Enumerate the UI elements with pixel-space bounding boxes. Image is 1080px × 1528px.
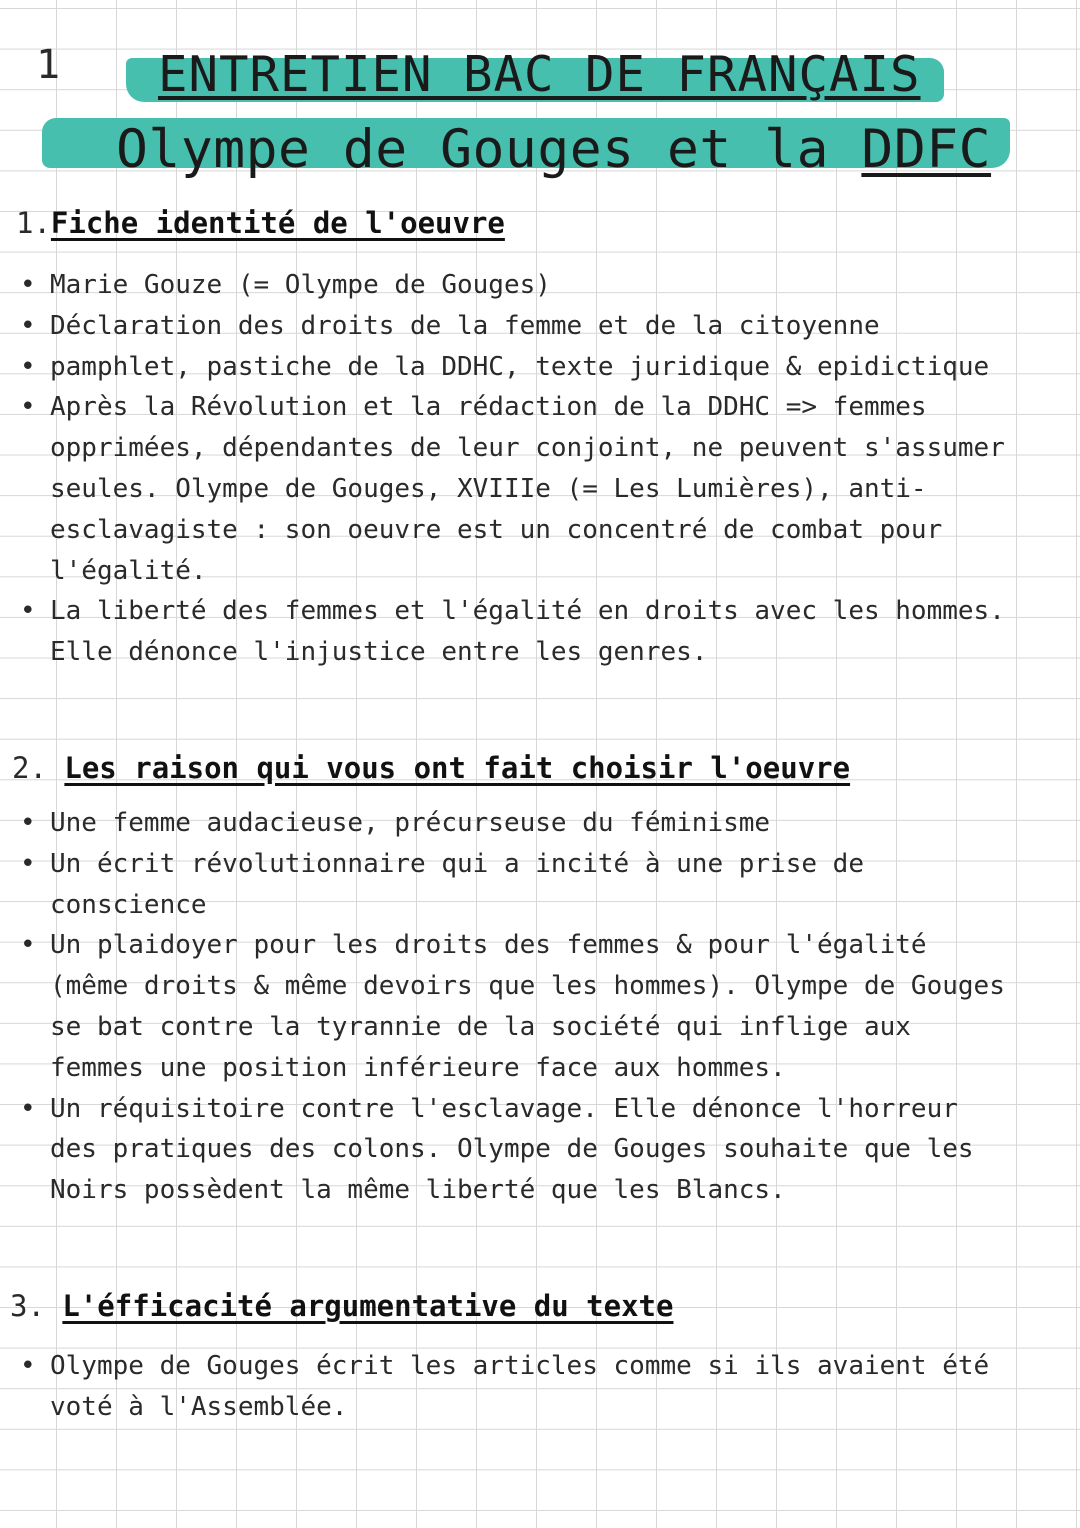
page-subtitle	[116, 118, 991, 182]
list-item: • Marie Gouze (= Olympe de Gouges)	[0, 265, 1010, 306]
section-number: 3.	[10, 1289, 45, 1323]
list-item: • La liberté des femmes et l'égalité en droits avec les hommes. Elle dénonce l'injustice entre les genres.	[0, 591, 1010, 673]
list-item: • Un écrit révolutionnaire qui a incité à une prise de conscience	[0, 844, 1010, 926]
section-title: Fiche identité de l'oeuvre	[50, 206, 505, 240]
section-1-list	[0, 265, 1010, 673]
section-2-heading	[12, 748, 850, 788]
section-3-heading	[10, 1286, 673, 1326]
section-number: 2.	[12, 751, 47, 785]
list-item: • Olympe de Gouges écrit les articles comme si ils avaient été voté à l'Assemblée.	[0, 1346, 1010, 1428]
section-3-list	[0, 1346, 1010, 1428]
list-item: • Un plaidoyer pour les droits des femmes & pour l'égalité (même droits & même devoirs que les hommes). Olympe de Gouges se bat contre la tyrannie de la société qui inflige aux femmes une position inférieure face aux hommes.	[0, 925, 1010, 1088]
page-subtitle-abbr: DDFC	[861, 119, 992, 180]
section-2-list	[0, 803, 1010, 1211]
section-number: 1.	[16, 206, 51, 240]
section-title: L'éfficacité argumentative du texte	[62, 1289, 674, 1323]
list-item: • Un réquisitoire contre l'esclavage. Elle dénonce l'horreur des pratiques des colons. Olympe de Gouges souhaite que les Noirs possèdent la même liberté que les Blancs.	[0, 1089, 1010, 1211]
section-title: Les raison qui vous ont fait choisir l'oeuvre	[64, 751, 851, 785]
section-1-heading	[16, 203, 505, 243]
list-item: • Après la Révolution et la rédaction de la DDHC => femmes opprimées, dépendantes de leur conjoint, ne peuvent s'assumer seules. Olympe de Gouges, XVIIIe (= Les Lumières), anti-esclavagiste : son oeuvre est un concentré de combat pour l'égalité.	[0, 387, 1010, 591]
page-number: 1	[36, 42, 61, 88]
page-title-text: ENTRETIEN BAC DE FRANÇAIS	[158, 46, 921, 103]
page-subtitle-text: Olympe de Gouges et la	[116, 119, 862, 180]
list-item: • pamphlet, pastiche de la DDHC, texte juridique & epidictique	[0, 347, 1010, 388]
list-item: • Une femme audacieuse, précurseuse du féminisme	[0, 803, 1010, 844]
page-title	[158, 46, 921, 104]
list-item: • Déclaration des droits de la femme et de la citoyenne	[0, 306, 1010, 347]
